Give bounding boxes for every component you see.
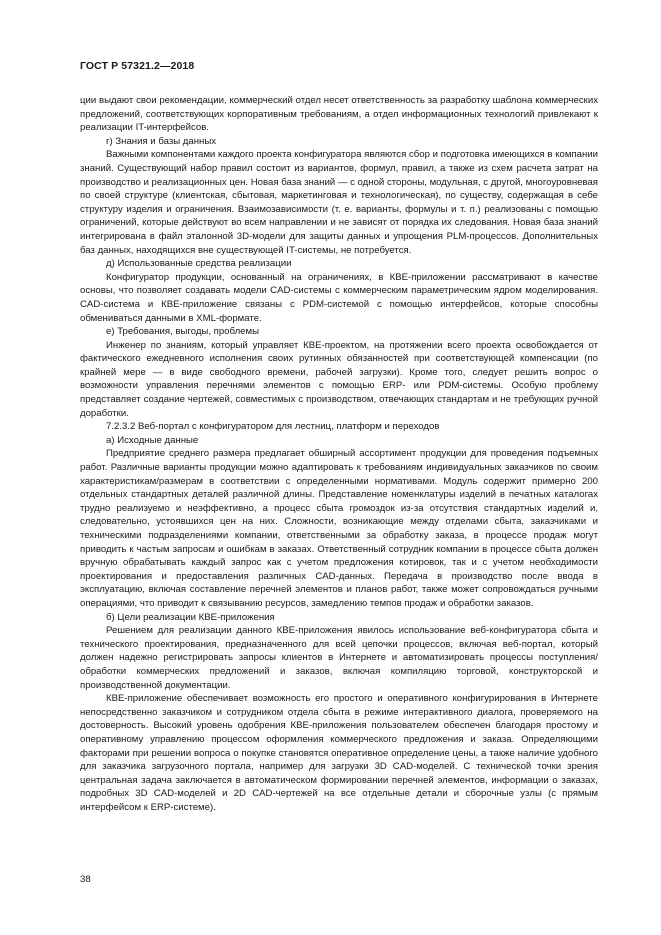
section-heading: а) Исходные данные xyxy=(106,434,199,446)
paragraph: Предприятие среднего размера предлагает обширный ассортимент продукции для проведения подъемных работ. Различные варианты продукции можно адаптировать к требованиям индивидуальных заказчиков по своим характеристикам/размерам в соответствии с определенными нормативами. Модуль содержит примерно 200 отдельных стандартных деталей различной длины. Представление номенклатуры изделий в печатных каталогах трудно реализуемо и неэффективно, а процесс сбыта громоздок из-за отсутствия стандартных изделий и, следовательно, устоявшихся цен на них. Сложности, возникающие между отделами сбыта, заказчиками и техническими подразделениями компании, ответственными за обработку заказа, в процессе продаж могут приводить к частым запросам и ошибкам в заказах. Ответственный сотрудник компании в процессе сбыта должен вручную обрабатывать каждый запрос как с учетом предложения котировок, так и с учетом необходимости проектирования и предоставления различных CAD-данных. Передача в производство после ввода в эксплуатацию, включая составление перечней элементов и планов работ, также может сопровождаться ручными операциями, что приводит к связыванию ресурсов, замедлению темпов продаж и обработки заказов. xyxy=(80,448,598,609)
section-heading: 7.2.3.2 Веб-портал с конфигуратором для лестниц, платформ и переходов xyxy=(106,421,440,433)
document-header: ГОСТ Р 57321.2—2018 xyxy=(80,60,195,72)
section-heading: б) Цели реализации КВЕ-приложения xyxy=(106,611,275,623)
paragraph: Инженер по знаниям, который управляет КВЕ-проектом, на протяжении всего проекта освобождается от фактического ежедневного исполнения своих рутинных обязанностей при соответствующей компенсации (по крайней мере — в виде свободного времени, рабочей загрузки). Кроме того, следует решить вопрос о возможности управления перечнями элементов с помощью ERP- или PDM-системы. Особую проблему представляет создание чертежей, совместимых с производством, отвечающих стандартам и не требующих ручной доработки. xyxy=(80,339,598,419)
section-heading: г) Знания и базы данных xyxy=(106,135,217,147)
document-body xyxy=(80,94,598,814)
paragraph: Конфигуратор продукции, основанный на ограничениях, в КВЕ-приложении рассматривают в качестве основы, что позволяет создавать модели CAD-системы с коммерческим параметрическим ядром моделирования. CAD-система и КВЕ-приложение связаны с PDM-системой с помощью интерфейсов, которые способны обмениваться данными в XML-формате. xyxy=(80,271,598,324)
paragraph: Важными компонентами каждого проекта конфигуратора являются сбор и подготовка имеющихся в компании знаний. Существующий набор правил состоит из вариантов, формул, правил, а также из схем расчета затрат на производство и реализационных цен. Новая база знаний — с одной стороны, модульная, с другой, многоуровневая по своей структуре (клиентская, сбытовая, маркетинговая и технологическая), по существу, содержащая в себе структуру изделия и ограничения. Взаимозависимости (т. е. варианты, формулы и т. п.) реализованы с помощью ограничений, которые действуют во всем направлении и не зависят от порядка их следования. Новая база знаний интегрирована в файл эталонной 3D-модели для защиты данных и упрощения PLM-процессов. Дополнительных баз данных, находящихся вне существующей IT-системы, не потребуется. xyxy=(80,149,598,256)
paragraph: ции выдают свои рекомендации, коммерческий отдел несет ответственность за разработку шаблона коммерческих предложений, соответствующих корпоративным требованиям, а отдел информационных технологий привлекают к реализации IT-интерфейсов. xyxy=(80,95,598,134)
paragraph: Решением для реализации данного КВЕ-приложения явилось использование веб-конфигуратора сбыта и технического проектирования, предназначенного для всей цепочки процессов, включая веб-портал, который должен надежно регистрировать запросы клиентов в Интернете и автоматизировать процессы поступления/обработки коммерческих предложений и заказов, включая компиляцию торговой, конструкторской и производственной документации. xyxy=(80,625,598,691)
page-number: 38 xyxy=(80,874,91,885)
paragraph: КВЕ-приложение обеспечивает возможность его простого и оперативного конфигурирования в Интернете непосредственно заказчиком и сотрудником отдела сбыта в режиме интерактивного диалога, проверяемого на достоверность. Высокий уровень одобрения КВЕ-приложения пользователем обеспечен благодаря простому и оперативному управлению процессом оформления коммерческого предложения и заказа. Определяющими факторами при решении вопроса о покупке становятся оперативное определение цены, а также наличие удобного для заказчика загрузочного портала, например для загрузки 3D CAD-моделей. С технической точки зрения центральная задача заключается в автоматическом формировании перечней элементов, информации о заказах, подробных 3D CAD-моделей и 2D CAD-чертежей на все отдельные детали и сборочные узлы (с прямым интерфейсом к ERP-системе). xyxy=(80,693,598,813)
section-heading: е) Требования, выгоды, проблемы xyxy=(106,326,260,338)
section-heading: д) Использованные средства реализации xyxy=(106,258,292,270)
